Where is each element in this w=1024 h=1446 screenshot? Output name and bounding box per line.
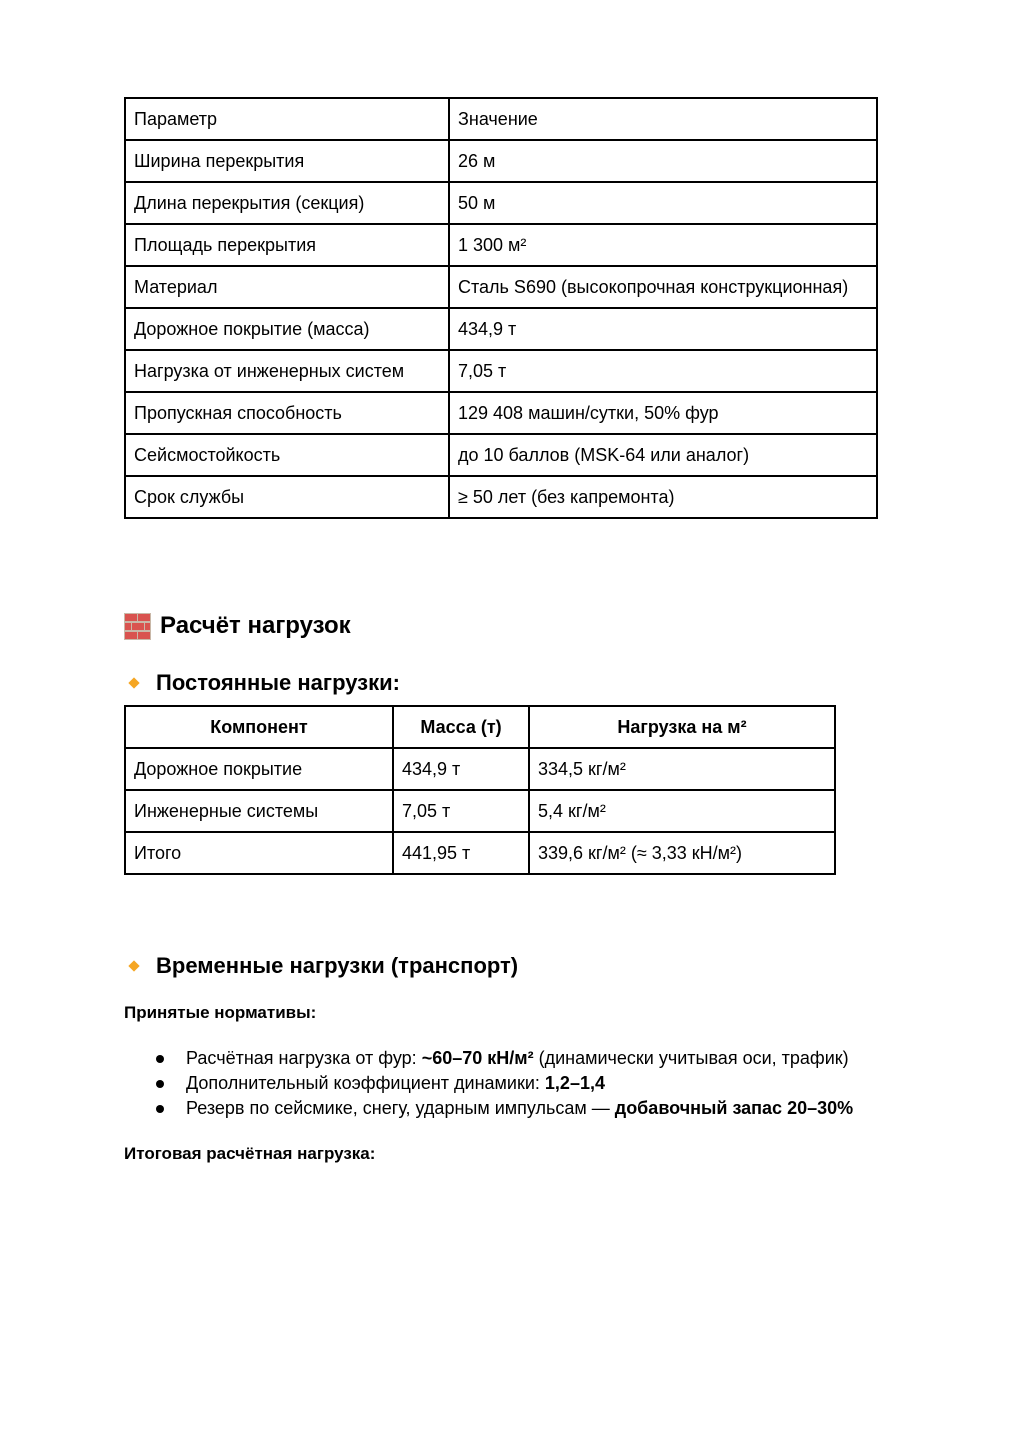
table-cell: 5,4 кг/м²	[529, 790, 835, 832]
table-cell: Значение	[449, 98, 877, 140]
table-row	[125, 434, 877, 476]
table-cell: Параметр	[125, 98, 449, 140]
table-row	[125, 182, 877, 224]
table-cell: 7,05 т	[449, 350, 877, 392]
table-header-row	[125, 706, 835, 748]
table-cell: Ширина перекрытия	[125, 140, 449, 182]
column-header: Компонент	[125, 706, 393, 748]
table-cell: Срок службы	[125, 476, 449, 518]
list-item-text: Расчётная нагрузка от фур:	[186, 1048, 422, 1068]
column-header: Масса (т)	[393, 706, 529, 748]
subheading-label: Постоянные нагрузки:	[156, 670, 400, 695]
table-row	[125, 224, 877, 266]
bullet-icon	[156, 1055, 164, 1063]
table-cell: Нагрузка от инженерных систем	[125, 350, 449, 392]
list-item-text: Дополнительный коэффициент динамики:	[186, 1073, 545, 1093]
bullet-icon	[156, 1080, 164, 1088]
section-heading	[124, 612, 351, 640]
norms-list	[150, 1046, 853, 1121]
table-cell: Итого	[125, 832, 393, 874]
table-row	[125, 392, 877, 434]
table-cell: Материал	[125, 266, 449, 308]
table-cell: Площадь перекрытия	[125, 224, 449, 266]
table-row	[125, 140, 877, 182]
table-row	[125, 832, 835, 874]
list-item-emphasis: ~60–70 кН/м²	[421, 1048, 534, 1068]
table-cell: 1 300 м²	[449, 224, 877, 266]
table-cell: 334,5 кг/м²	[529, 748, 835, 790]
table-cell: Пропускная способность	[125, 392, 449, 434]
table-cell: 50 м	[449, 182, 877, 224]
list-item	[150, 1046, 853, 1071]
list-item-text: (динамически учитывая оси, трафик)	[533, 1048, 849, 1068]
list-item-emphasis: 1,2–1,4	[544, 1073, 605, 1093]
subheading-label: Временные нагрузки (транспорт)	[156, 953, 519, 978]
bullet-icon	[156, 1105, 164, 1113]
table-cell: Сталь S690 (высокопрочная конструкционная)	[449, 266, 877, 308]
permanent-loads-table	[124, 705, 836, 875]
table-cell: 26 м	[449, 140, 877, 182]
subheading-permanent	[128, 670, 400, 696]
list-item-emphasis: добавочный запас 20–30%	[614, 1098, 854, 1118]
table-cell: 129 408 машин/сутки, 50% фур	[449, 392, 877, 434]
brick-icon	[124, 613, 151, 640]
table-row	[125, 748, 835, 790]
table-cell: 7,05 т	[393, 790, 529, 832]
list-item-text: Резерв по сейсмике, снегу, ударным импульсам —	[186, 1098, 615, 1118]
table-cell: Дорожное покрытие	[125, 748, 393, 790]
section-title: Расчёт нагрузок	[160, 612, 351, 639]
spec-table	[124, 97, 878, 519]
norms-label: Принятые нормативы:	[124, 1003, 317, 1022]
table-cell: 434,9 т	[449, 308, 877, 350]
list-item	[150, 1071, 853, 1096]
list-item	[150, 1096, 853, 1121]
table-row	[125, 308, 877, 350]
table-row	[125, 98, 877, 140]
orange-diamond-icon	[128, 960, 139, 971]
column-header: Нагрузка на м²	[529, 706, 835, 748]
table-row	[125, 790, 835, 832]
table-cell: ≥ 50 лет (без капремонта)	[449, 476, 877, 518]
table-row	[125, 266, 877, 308]
table-cell: Инженерные системы	[125, 790, 393, 832]
table-row	[125, 476, 877, 518]
table-cell: Сейсмостойкость	[125, 434, 449, 476]
table-cell: 441,95 т	[393, 832, 529, 874]
table-row	[125, 350, 877, 392]
orange-diamond-icon	[128, 677, 139, 688]
table-cell: Длина перекрытия (секция)	[125, 182, 449, 224]
subheading-temporary	[128, 953, 518, 979]
table-cell: до 10 баллов (MSK-64 или аналог)	[449, 434, 877, 476]
table-cell: 434,9 т	[393, 748, 529, 790]
table-cell: 339,6 кг/м² (≈ 3,33 кН/м²)	[529, 832, 835, 874]
final-load-label: Итоговая расчётная нагрузка:	[124, 1144, 376, 1163]
table-cell: Дорожное покрытие (масса)	[125, 308, 449, 350]
